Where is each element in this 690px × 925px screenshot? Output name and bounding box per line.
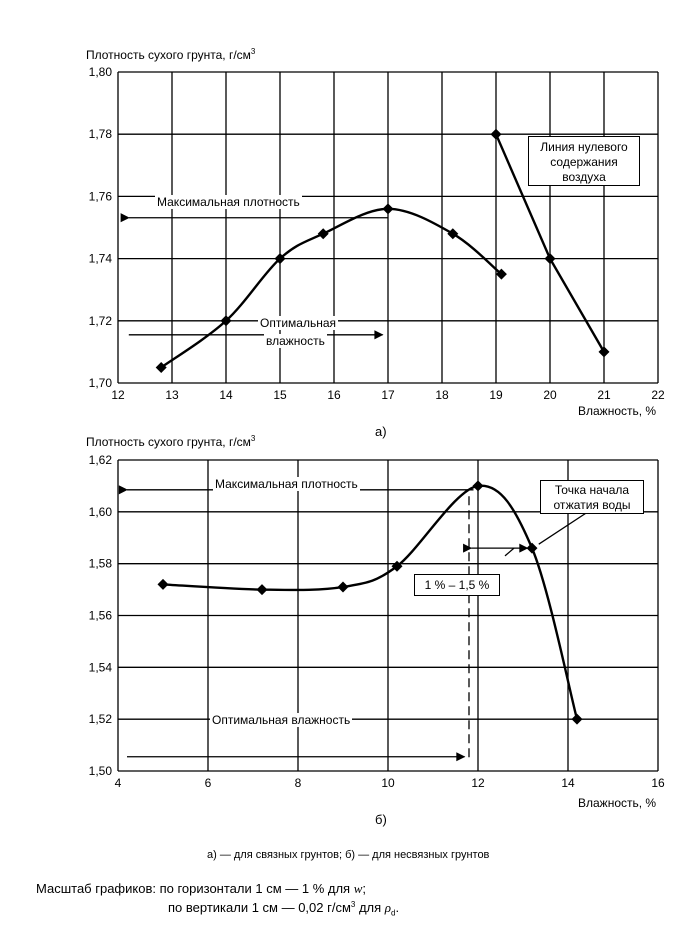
chart-b-data-point xyxy=(572,714,583,725)
chart-a-ytick-label: 1,76 xyxy=(88,189,112,204)
chart-b-xtick-label: 14 xyxy=(561,776,575,790)
chart-a-data-point xyxy=(491,129,502,140)
chart-b-data-point xyxy=(257,584,268,595)
chart-b-xtick-label: 4 xyxy=(114,776,122,790)
chart-a-opt-moisture-label-2: влажность xyxy=(266,334,325,348)
chart-b-series-line xyxy=(163,486,577,719)
chart-a-xtick-label: 15 xyxy=(273,388,287,402)
chart-a-xtick-label: 18 xyxy=(435,388,449,402)
chart-a-zero-air-label-2: содержания xyxy=(550,155,618,169)
chart-b-ytick-label: 1,50 xyxy=(88,764,112,778)
chart-a-ytick-label: 1,74 xyxy=(88,251,112,266)
chart-b-ytick-label: 1,58 xyxy=(88,556,112,571)
chart-b-water-point-label-2: отжатия воды xyxy=(553,498,631,512)
chart-b-ylabel-sup: 3 xyxy=(250,434,256,443)
chart-b-xtick-label: 16 xyxy=(651,776,665,790)
chart-b-panel-label: б) xyxy=(375,812,387,827)
chart-a-xtick-label: 14 xyxy=(219,388,233,402)
chart-b-range-leader xyxy=(505,548,514,556)
chart-b-ytick-label: 1,54 xyxy=(88,660,112,675)
chart-a-xtick-label: 19 xyxy=(489,388,503,402)
chart-b-opt-moisture-label: Оптимальная влажность xyxy=(212,713,351,727)
chart-a-xlabel: Влажность, % xyxy=(578,404,657,418)
chart-a-ytick-label: 1,70 xyxy=(88,376,112,390)
chart-a-data-point xyxy=(318,228,329,239)
chart-b-water-point-leader xyxy=(539,513,586,544)
chart-b-range-box xyxy=(414,574,500,596)
chart-a-ytick-label: 1,72 xyxy=(88,313,112,328)
chart-a-data-point xyxy=(383,203,394,214)
chart-b-xtick-label: 6 xyxy=(204,776,212,790)
chart-a-xtick-label: 17 xyxy=(381,388,395,402)
chart-b-xtick-label: 12 xyxy=(471,776,485,790)
chart-b-xtick-label: 10 xyxy=(381,776,395,790)
chart-b-data-point xyxy=(527,543,538,554)
chart-a-data-point xyxy=(545,253,556,264)
chart-a-ytick-label: 1,80 xyxy=(88,65,112,79)
chart-b-water-point-label-1: Точка начала xyxy=(554,483,630,497)
chart-b-water-point-box xyxy=(540,480,644,514)
chart-a-ytick-label: 1,78 xyxy=(88,127,112,142)
chart-b-data-point xyxy=(473,480,484,491)
figure-caption: а) — для связных грунтов; б) — для несвязных грунтов xyxy=(207,849,490,861)
chart-b-ylabel: Плотность сухого грунта, $г/см^3$ xyxy=(86,434,256,449)
chart-a-xtick-label: 20 xyxy=(543,388,557,402)
scale-note-line-1: Масштаб графиков: по горизонтали 1 см — 1 % для w; xyxy=(36,881,366,896)
chart-a-xtick-label: 22 xyxy=(651,388,665,402)
chart-a-xtick-label: 21 xyxy=(597,388,611,402)
chart-a-data-point xyxy=(599,346,610,357)
chart-b-data-point xyxy=(158,579,169,590)
scale-var-rho: ρ xyxy=(384,900,392,915)
chart-b-ytick-label: 1,56 xyxy=(88,608,112,623)
scale-note-line-2: по вертикали 1 см — 0,02 $г/см^3$ для $\rho_d$. xyxy=(168,900,400,918)
chart-a-data-point xyxy=(447,228,458,239)
chart-a-opt-moisture-label-1: Оптимальная xyxy=(260,316,337,330)
chart-a-xtick-label: 16 xyxy=(327,388,341,402)
chart-a-max-density-label: Максимальная плотность xyxy=(157,195,300,209)
chart-a-xtick-label: 12 xyxy=(111,388,125,402)
chart-b-ytick-label: 1,62 xyxy=(88,453,112,467)
chart-b-range-label: 1 % – 1,5 % xyxy=(424,578,490,592)
chart-a-ylabel: Плотность сухого грунта, $г/см^3$ xyxy=(86,47,256,62)
chart-b-ytick-label: 1,52 xyxy=(88,712,112,727)
chart-a-zero-air-label-1: Линия нулевого xyxy=(540,140,628,154)
chart-b-xlabel: Влажность, % xyxy=(578,796,657,810)
chart-a-zero-air-box xyxy=(528,136,640,186)
chart-a-panel-label: а) xyxy=(375,424,387,439)
chart-b-data-point xyxy=(338,581,349,592)
chart-a xyxy=(89,65,665,402)
chart-b-xtick-label: 8 xyxy=(294,776,302,790)
chart-b-max-density-label: Максимальная плотность xyxy=(215,477,358,491)
chart-a-ylabel-sup: 3 xyxy=(250,47,256,56)
chart-b-ytick-label: 1,60 xyxy=(88,504,112,519)
scale-var-w: w xyxy=(353,881,363,896)
chart-a-xtick-label: 13 xyxy=(165,388,179,402)
chart-a-zero-air-label-3: воздуха xyxy=(562,170,606,184)
